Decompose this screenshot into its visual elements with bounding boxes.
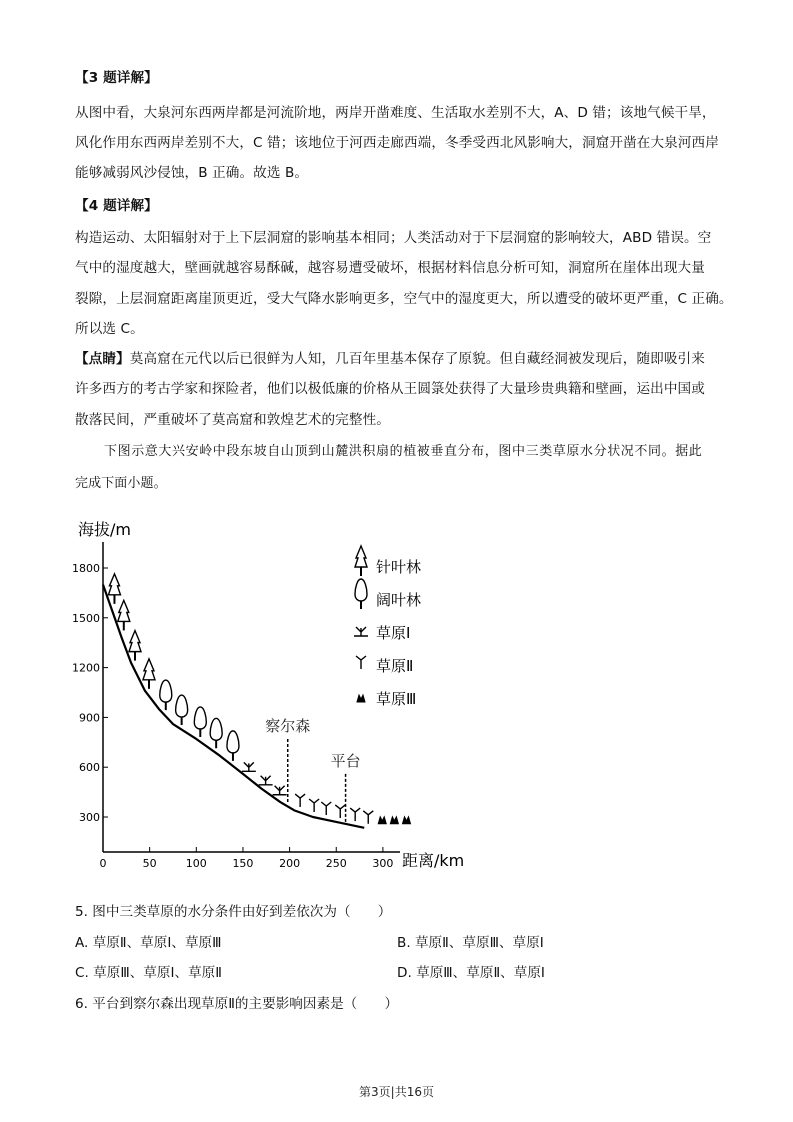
x-tick-label: 150 — [232, 857, 254, 870]
broadleaf-icon — [355, 579, 367, 609]
y-tick-label: 1800 — [72, 562, 100, 575]
tip-line-1 — [75, 347, 705, 367]
broadleaf-icon — [160, 680, 172, 710]
y-tick-label: 900 — [79, 711, 100, 725]
grass-shape — [321, 802, 331, 815]
legend-label-conifer: 针叶林 — [376, 558, 422, 576]
q3-heading: 【3 题详解】 — [75, 70, 158, 86]
conifer-icon — [108, 574, 120, 604]
grass2-icon — [350, 808, 360, 821]
conifer-shape — [129, 631, 141, 652]
grass2-icon — [356, 656, 366, 669]
grass1-icon — [259, 776, 273, 785]
vegetation-profile-diagram — [60, 510, 480, 880]
legend-label-grass3: 草原Ⅲ — [376, 690, 417, 708]
intro-line-2: 完成下面小题。 — [75, 476, 167, 491]
grass-shape — [259, 776, 273, 785]
conifer-icon — [129, 631, 141, 661]
q3-line-2: 风化作用东西两岸差别不大，C 错；该地位于河西走廊西端，冬季受西北风影响大，洞窟开凿在大泉河西岸 — [75, 135, 719, 151]
grass1-icon — [242, 762, 256, 771]
q3-line-1: 从图中看，大泉河东西两岸都是河流阶地，两岸开凿难度、生活取水差别不大，A、D 错；该地气候干旱， — [75, 105, 716, 121]
tip-heading: 【点睛】 — [75, 351, 130, 367]
grass-shape — [378, 817, 386, 824]
x-tick-label: 300 — [372, 857, 394, 870]
grass1-icon — [354, 627, 368, 636]
grass2-icon — [309, 799, 319, 812]
grass3-icon — [390, 817, 398, 824]
grass-shape — [357, 695, 365, 702]
tip-line-2: 许多西方的考古学家和探险者，他们以极低廉的价格从王圆箓处获得了大量珍贵典籍和壁画，运出中国或 — [75, 381, 705, 397]
marker-label: 察尔森 — [265, 716, 311, 735]
grass2-icon — [363, 811, 373, 824]
x-tick-label: 0 — [99, 857, 107, 870]
page-footer: 第3页|共16页 — [359, 1085, 434, 1099]
conifer-shape — [143, 659, 155, 680]
conifer-icon — [355, 546, 367, 576]
grass3-icon — [378, 817, 386, 824]
grass-shape — [363, 811, 373, 824]
x-tick-label: 100 — [185, 857, 207, 870]
grass2-icon — [295, 794, 305, 807]
grass-shape — [354, 627, 368, 636]
broadleaf-shape — [355, 579, 367, 601]
tip-text: 莫高窟在元代以后已很鲜为人知，几百年里基本保存了原貌。但自藏经洞被发现后，随即吸引来 — [129, 351, 705, 367]
conifer-shape — [118, 600, 130, 621]
broadleaf-shape — [227, 731, 239, 753]
broadleaf-shape — [210, 718, 222, 740]
tip-line-3: 散落民间，严重破坏了莫高窟和敦煌艺术的完整性。 — [75, 412, 390, 428]
broadleaf-icon — [227, 731, 239, 761]
q4-heading: 【4 题详解】 — [75, 198, 158, 214]
q4-line-1: 构造运动、太阳辐射对于上下层洞窟的影响基本相同；人类活动对于下层洞窟的影响较大，ABD 错误。空 — [75, 230, 712, 246]
conifer-icon — [118, 600, 130, 630]
intro-line-1: 下图示意大兴安岭中段东坡自山顶到山麓洪积扇的植被垂直分布，图中三类草原水分状况不同。据此 — [104, 444, 703, 459]
broadleaf-icon — [176, 695, 188, 725]
legend-label-grass1: 草原Ⅰ — [376, 624, 411, 642]
broadleaf-shape — [160, 680, 172, 702]
x-tick-label: 200 — [279, 857, 301, 870]
broadleaf-shape — [194, 707, 206, 729]
grass1-icon — [273, 786, 287, 795]
grass-shape — [350, 808, 360, 821]
q5-option-c[interactable]: C. 草原Ⅲ、草原Ⅰ、草原Ⅱ — [75, 965, 222, 981]
grass-shape — [390, 817, 398, 824]
y-axis-label: 海拔/m — [78, 520, 131, 539]
grass3-icon — [402, 817, 410, 824]
question-5: 5. 图中三类草原的水分条件由好到差依次为（ ） — [75, 904, 392, 920]
q3-line-3: 能够减弱风沙侵蚀，B 正确。故选 B。 — [75, 165, 309, 181]
marker-label: 平台 — [330, 751, 361, 770]
y-tick-label: 1200 — [72, 661, 100, 675]
y-tick-label: 1500 — [72, 611, 100, 625]
y-tick-label: 600 — [79, 761, 100, 775]
y-tick-label: 300 — [79, 811, 100, 824]
grass-shape — [295, 794, 305, 807]
x-tick-label: 250 — [325, 857, 347, 870]
q4-line-3: 裂隙，上层洞窟距离崖顶更近，受大气降水影响更多，空气中的湿度更大，所以遭受的破坏更严重，C 正确。 — [75, 291, 733, 307]
q5-option-a[interactable]: A. 草原Ⅱ、草原Ⅰ、草原Ⅲ — [75, 935, 222, 951]
grass-shape — [335, 805, 345, 818]
q4-line-4: 所以选 C。 — [75, 321, 144, 337]
conifer-shape — [108, 574, 120, 595]
conifer-icon — [143, 659, 155, 689]
legend-label-broadleaf: 阔叶林 — [376, 591, 422, 609]
terrain-profile-line — [103, 585, 364, 828]
q5-option-b[interactable]: B. 草原Ⅱ、草原Ⅲ、草原Ⅰ — [397, 935, 544, 951]
broadleaf-icon — [194, 707, 206, 737]
q4-line-2: 气中的湿度越大，壁画就越容易酥碱，越容易遭受破坏，根据材料信息分析可知，洞窟所在崖体出现大量 — [75, 260, 705, 276]
legend-label-grass2: 草原Ⅱ — [376, 657, 414, 675]
grass-shape — [242, 762, 256, 771]
grass-shape — [356, 656, 366, 669]
question-6: 6. 平台到察尔森出现草原Ⅱ的主要影响因素是（ ） — [75, 996, 399, 1012]
broadleaf-shape — [176, 695, 188, 717]
q5-option-d[interactable]: D. 草原Ⅲ、草原Ⅱ、草原Ⅰ — [397, 965, 545, 981]
grass2-icon — [321, 802, 331, 815]
grass3-icon — [357, 695, 365, 702]
grass-shape — [402, 817, 410, 824]
conifer-shape — [355, 546, 367, 567]
x-axis-label: 距离/km — [402, 851, 465, 870]
grass-shape — [273, 786, 287, 795]
broadleaf-icon — [210, 718, 222, 748]
grass-shape — [309, 799, 319, 812]
x-tick-label: 50 — [142, 857, 157, 870]
grass2-icon — [335, 805, 345, 818]
